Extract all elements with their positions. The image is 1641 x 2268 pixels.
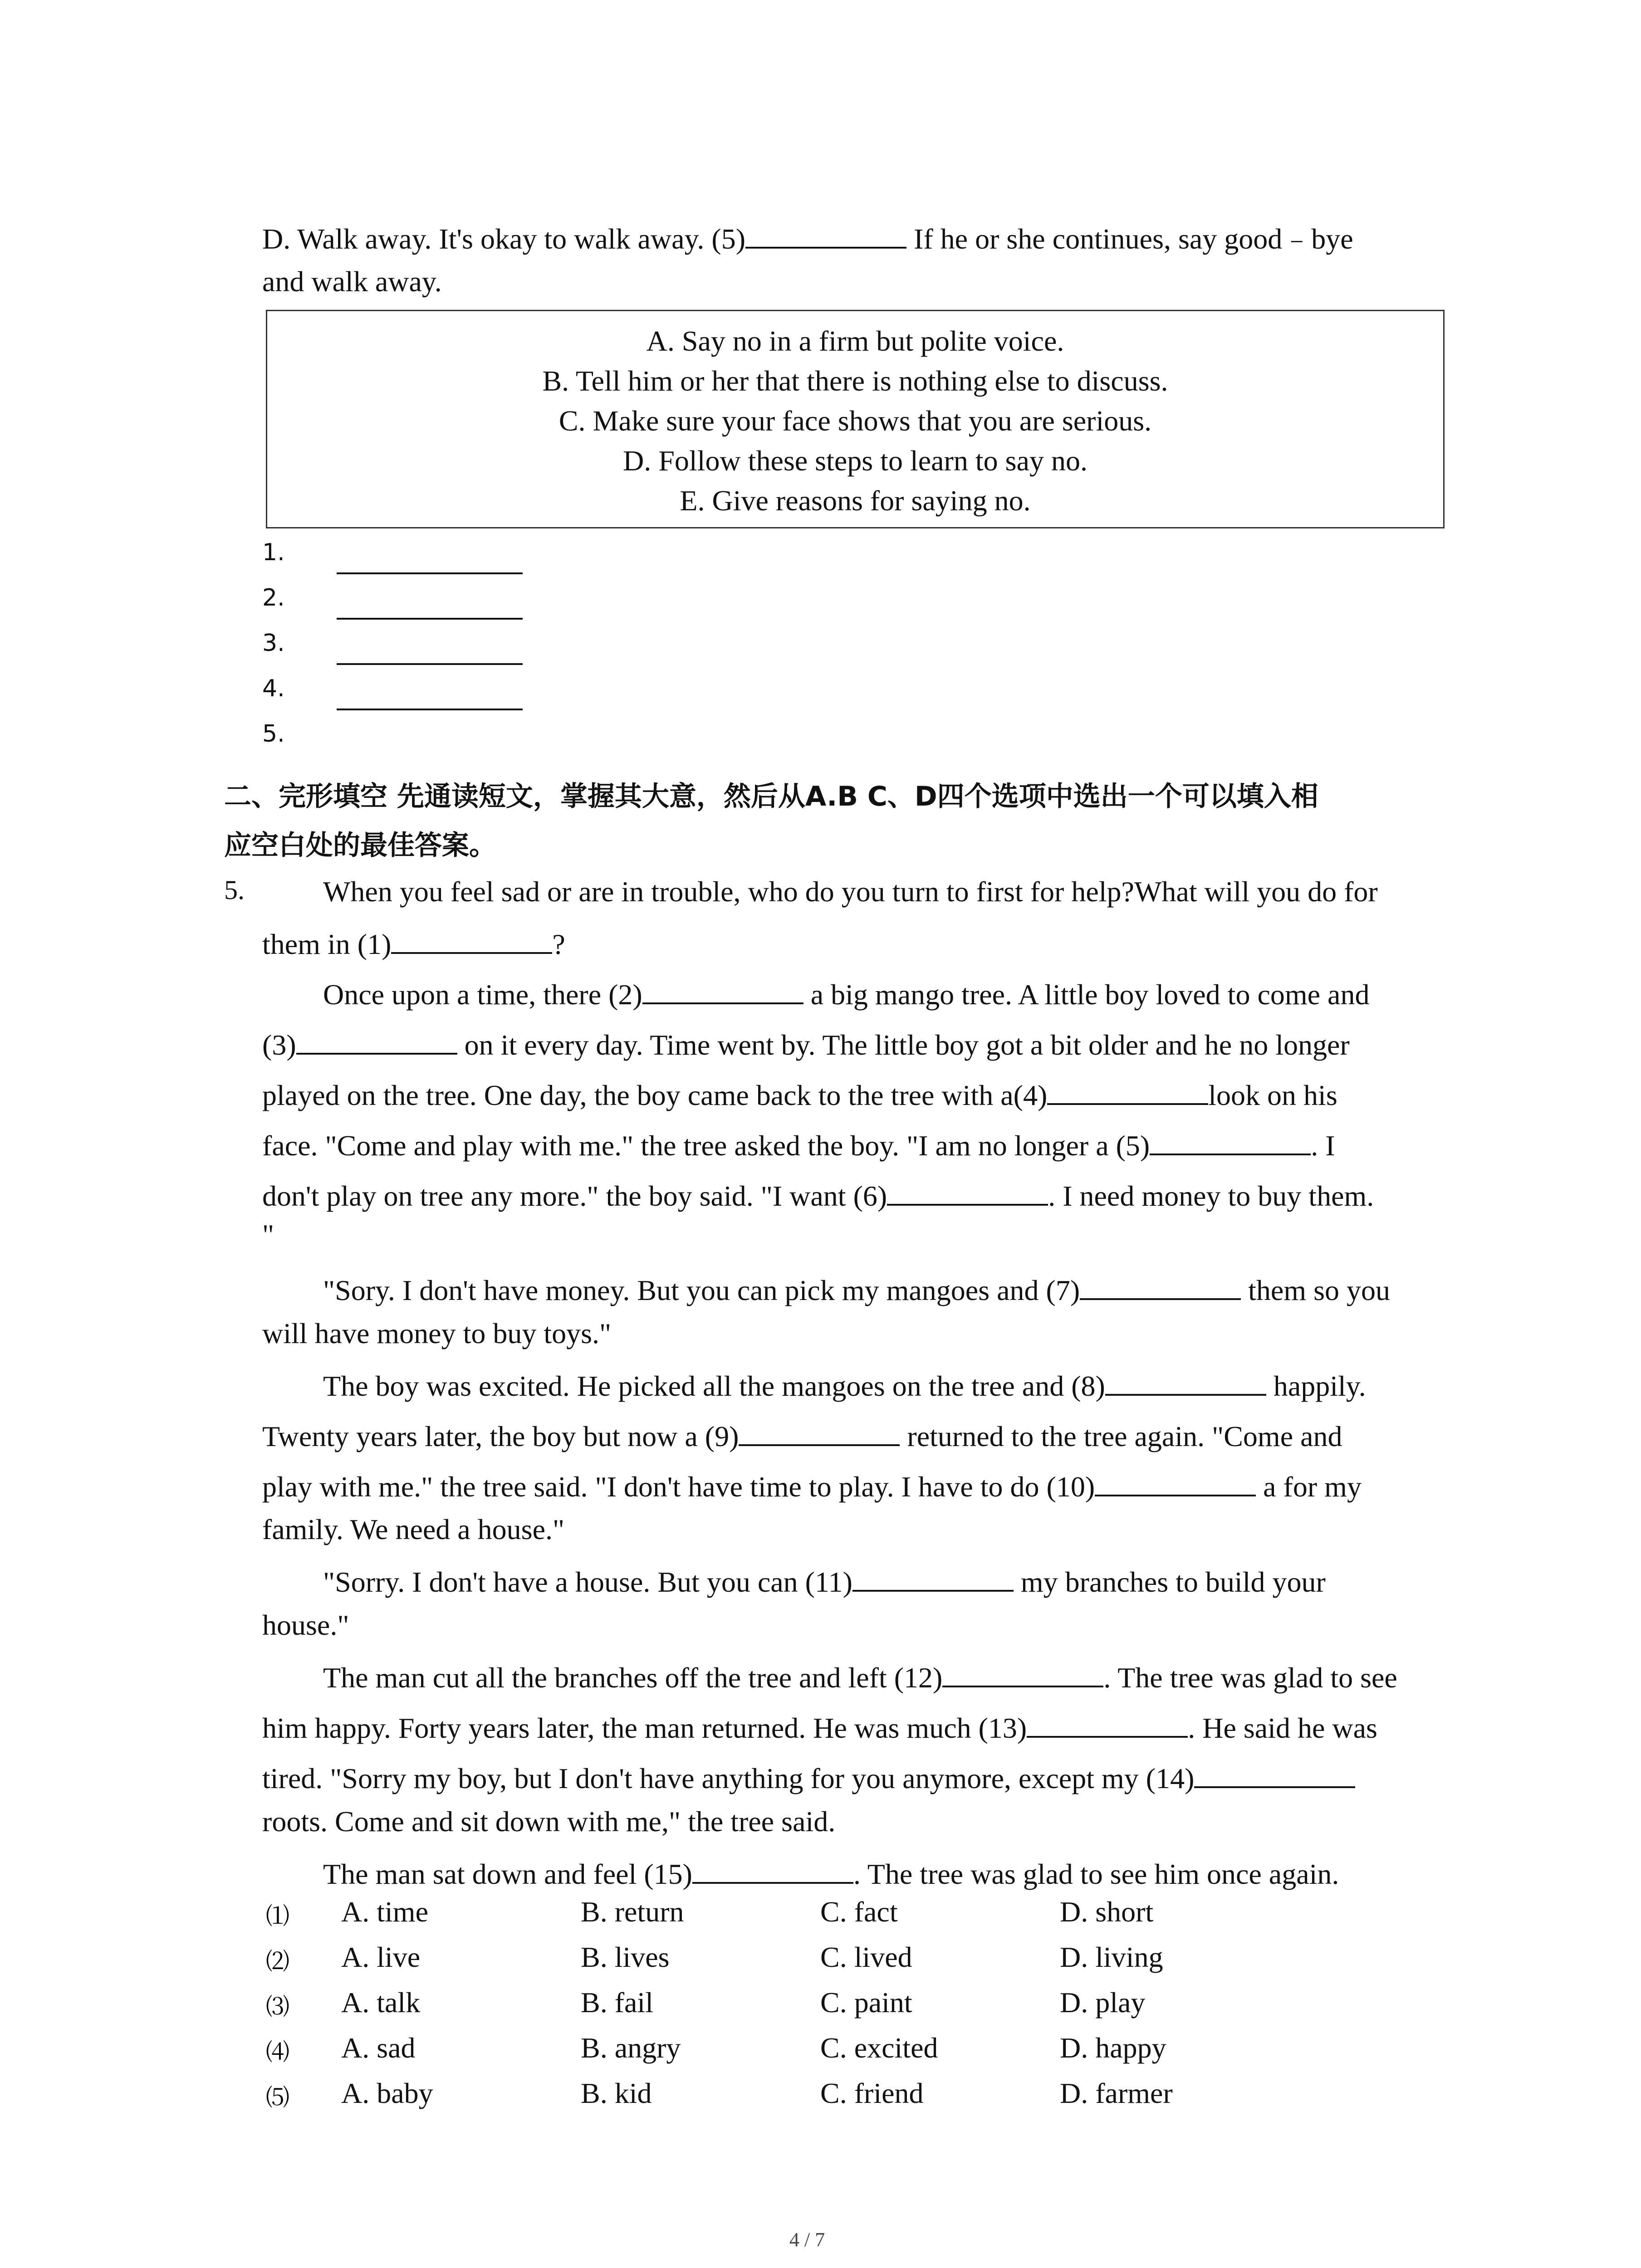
passage-line: him happy. Forty years later, the man returned. He was much (13) . He said he was <box>262 1708 1377 1746</box>
blank-4[interactable] <box>1047 1075 1208 1105</box>
passage-line: The man cut all the branches off the tree and left (12) . The tree was glad to see <box>323 1657 1397 1696</box>
option-e: E. Give reasons for saying no. <box>680 484 1031 517</box>
part-d-text: D. Walk away. It's okay to walk away. (5) <box>262 223 746 255</box>
answer-num-4: 4. <box>262 675 285 702</box>
answer-line-3[interactable] <box>337 663 523 665</box>
passage-line: Once upon a time, there (2) a big mango tree. A little boy loved to come and <box>323 974 1369 1013</box>
section-title-line2: 应空白处的最佳答案。 <box>224 830 496 861</box>
blank-8[interactable] <box>1105 1366 1266 1396</box>
answer-line-2[interactable] <box>337 618 523 620</box>
blank-7[interactable] <box>1080 1270 1241 1300</box>
passage-line: them in (1) ? <box>262 924 565 963</box>
passage-line: The boy was excited. He picked all the mangoes on the tree and (8) happily. <box>323 1366 1366 1404</box>
blank-10[interactable] <box>1095 1466 1256 1496</box>
passage-line: will have money to buy toys." <box>262 1317 612 1349</box>
choice-num: ⑸ <box>266 2084 290 2112</box>
blank-13[interactable] <box>1027 1708 1188 1738</box>
choice-d[interactable]: D. happy <box>1060 2032 1166 2064</box>
page-number: 4 / 7 <box>789 2229 825 2251</box>
blank-14[interactable] <box>1194 1758 1355 1788</box>
answer-line-4[interactable] <box>337 709 523 710</box>
choice-a[interactable]: A. live <box>341 1941 421 1973</box>
passage-line: family. We need a house." <box>262 1513 565 1545</box>
answer-num-3: 3. <box>262 630 285 657</box>
choice-d[interactable]: D. farmer <box>1060 2077 1173 2109</box>
passage-line: play with me." the tree said. "I don't have time to play. I have to do (10) a for my <box>262 1466 1362 1505</box>
option-b: B. Tell him or her that there is nothing else to discuss. <box>542 365 1168 397</box>
blank-1[interactable] <box>391 924 552 954</box>
passage-line: "Sorry. I don't have a house. But you can (11) my branches to build your <box>323 1562 1326 1600</box>
section-title-line1: 二、完形填空 先通读短文，掌握其大意，然后从A.B C、D四个选项中选出一个可以填入相 <box>224 781 1318 812</box>
blank-6[interactable] <box>887 1176 1048 1206</box>
choice-b[interactable]: B. fail <box>581 1986 653 2019</box>
part-d-line1 <box>262 219 1353 257</box>
passage-line: When you feel sad or are in trouble, who do you turn to first for help?What will you do for <box>323 875 1378 908</box>
question-number: 5. <box>224 875 245 905</box>
choice-d[interactable]: D. living <box>1060 1941 1163 1973</box>
choice-num: ⑴ <box>266 1903 290 1930</box>
passage-line: played on the tree. One day, the boy came back to the tree with a(4) look on his <box>262 1075 1337 1114</box>
blank-3[interactable] <box>296 1025 457 1055</box>
passage-line: roots. Come and sit down with me," the tree said. <box>262 1805 836 1838</box>
passage-line: house." <box>262 1609 349 1641</box>
answer-num-2: 2. <box>262 584 285 611</box>
passage-line: " <box>262 1218 274 1251</box>
passage-line: tired. "Sorry my boy, but I don't have anything for you anymore, except my (14) <box>262 1758 1355 1797</box>
choice-d[interactable]: D. play <box>1060 1986 1146 2019</box>
answer-num-1: 1. <box>262 539 285 566</box>
choice-a[interactable]: A. talk <box>341 1986 421 2019</box>
blank-2[interactable] <box>642 974 803 1004</box>
option-a: A. Say no in a firm but polite voice. <box>646 325 1064 357</box>
choice-a[interactable]: A. sad <box>341 2032 416 2064</box>
choice-b[interactable]: B. lives <box>581 1941 670 1973</box>
passage-line: (3) on it every day. Time went by. The little boy got a bit older and he no longer <box>262 1025 1350 1063</box>
choice-c[interactable]: C. excited <box>820 2032 938 2064</box>
choice-c[interactable]: C. friend <box>820 2077 924 2109</box>
choice-b[interactable]: B. angry <box>581 2032 681 2064</box>
option-d: D. Follow these steps to learn to say no. <box>623 445 1087 477</box>
blank-15[interactable] <box>692 1854 853 1884</box>
choice-d[interactable]: D. short <box>1060 1896 1154 1928</box>
passage-line: The man sat down and feel (15) . The tree was glad to see him once again. <box>323 1854 1339 1892</box>
choice-a[interactable]: A. time <box>341 1896 428 1928</box>
blank-11[interactable] <box>852 1562 1014 1592</box>
option-c: C. Make sure your face shows that you are serious. <box>558 405 1152 437</box>
answer-line-1[interactable] <box>337 572 523 574</box>
blank-5[interactable] <box>1150 1125 1311 1155</box>
blank-12[interactable] <box>942 1657 1103 1687</box>
options-box <box>266 310 1445 528</box>
answer-num-5: 5. <box>262 720 285 748</box>
part-d-text-suffix: If he or she continues, say good﹣bye <box>906 223 1353 255</box>
passage-line: "Sory. I don't have money. But you can pick my mangoes and (7) them so you <box>323 1270 1390 1309</box>
passage-line: don't play on tree any more." the boy said. "I want (6) . I need money to buy them. <box>262 1176 1374 1214</box>
choice-c[interactable]: C. lived <box>820 1941 912 1973</box>
choice-c[interactable]: C. paint <box>820 1986 912 2019</box>
choice-b[interactable]: B. return <box>581 1896 684 1928</box>
blank-9[interactable] <box>739 1416 900 1446</box>
answer-blank[interactable] <box>745 219 906 249</box>
part-d-line2: and walk away. <box>262 265 442 298</box>
choice-a[interactable]: A. baby <box>341 2077 433 2109</box>
choice-num: ⑶ <box>266 1994 290 2021</box>
passage-line: face. "Come and play with me." the tree asked the boy. "I am no longer a (5) . I <box>262 1125 1335 1164</box>
choice-b[interactable]: B. kid <box>581 2077 652 2109</box>
choice-c[interactable]: C. fact <box>820 1896 898 1928</box>
choice-num: ⑵ <box>266 1948 290 1975</box>
choice-num: ⑷ <box>266 2039 290 2066</box>
passage-line: Twenty years later, the boy but now a (9) returned to the tree again. "Come and <box>262 1416 1342 1455</box>
